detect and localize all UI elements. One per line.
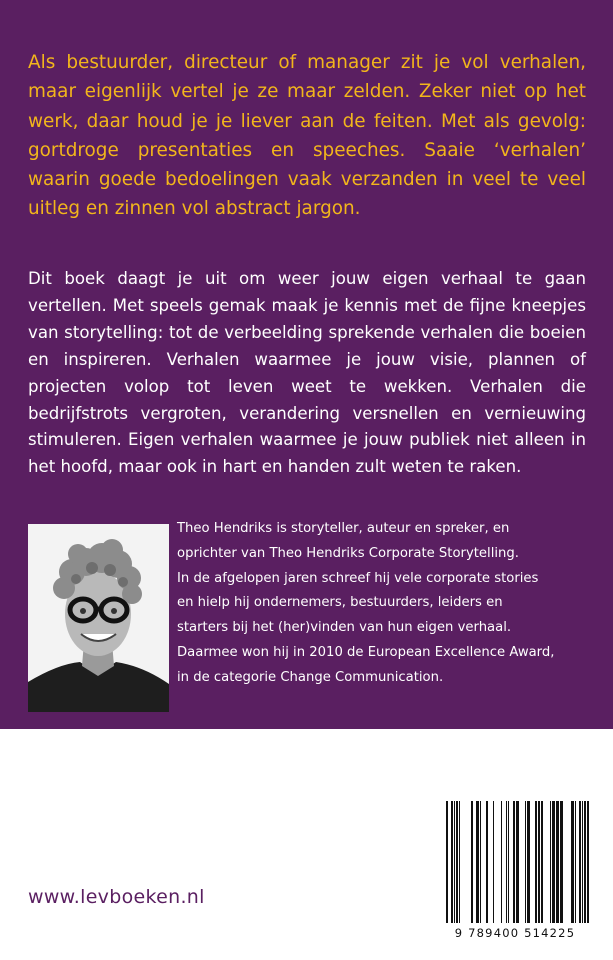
bio-line: Theo Hendriks is storyteller, auteur en spreker, en	[177, 521, 510, 536]
author-bio	[177, 517, 597, 691]
bio-line: In de afgelopen jaren schreef hij vele corporate stories	[177, 570, 539, 586]
intro-paragraph: Als bestuurder, directeur of manager zit je vol verhalen, maar eigenlijk vertel je ze maar zelden. Zeker niet op het werk, daar houd je je liever aan de feiten. Met als gevolg: gortdroge presentaties en speeches. Saaie ‘verhalen’ waarin goede bedoelingen vaak verzanden in veel te veel uitleg en zinnen vol abstract jargon.	[28, 52, 586, 220]
publisher-website: www.levboeken.nl	[28, 886, 205, 908]
bio-line: oprichter van Theo Hendriks Corporate Storytelling.	[177, 545, 519, 561]
isbn-number: 9 789400 514225	[454, 926, 576, 940]
bio-line: en hielp hij ondernemers, bestuurders, leiders en	[177, 595, 503, 611]
author-photo	[28, 524, 169, 712]
isbn-barcode	[432, 797, 598, 942]
bio-line: starters bij het (her)vinden van hun eigen verhaal.	[177, 620, 512, 636]
description-paragraph: Dit boek daagt je uit om weer jouw eigen verhaal te gaan vertellen. Met speels gemak maak je kennis met de fijne kneepjes van storytelling: tot de verbeelding sprekende verhalen die boeien en inspireren. Verhalen waarmee je jouw visie, plannen of projecten volop tot leven weet te wekken. Verhalen die bedrijfstrots vergroten, verandering versnellen en vernieuwing stimuleren. Eigen verhalen waarmee je jouw publiek niet alleen in het hoofd, maar ook in hart en handen zult weten te raken.	[28, 269, 586, 477]
bio-line: in de categorie Change Communication.	[177, 669, 444, 685]
bio-line: Daarmee won hij in 2010 de European Excellence Award,	[177, 644, 555, 660]
